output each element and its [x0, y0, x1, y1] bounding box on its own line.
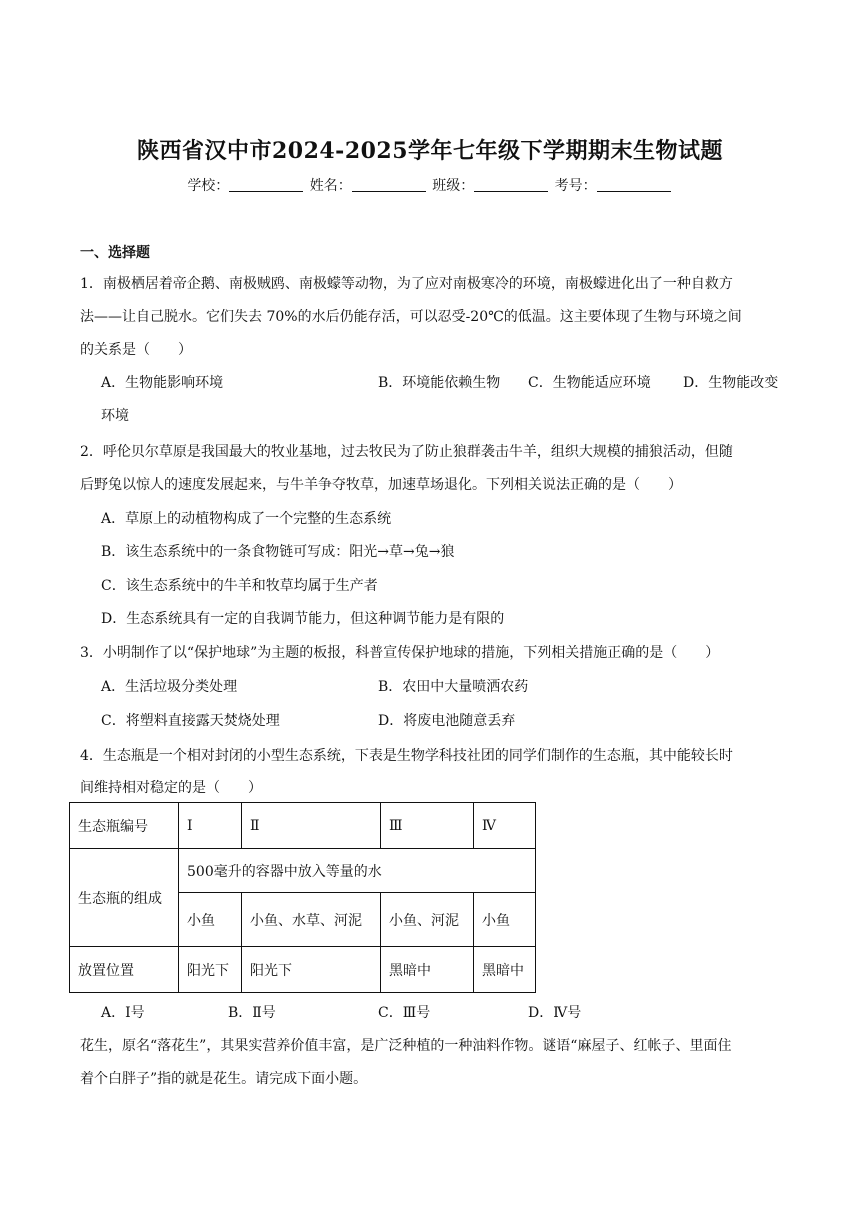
table-cell-composition-4: 小鱼 [474, 893, 536, 947]
passage-line-1: 花生，原名“落花生”，其果实营养价值丰富，是广泛种植的一种油料作物。谜语“麻屋子、红帐子、里面住 [80, 1038, 732, 1054]
table-cell-composition-common: 500毫升的容器中放入等量的水 [179, 849, 536, 893]
table-cell-label: 生态瓶编号 [70, 803, 179, 849]
table-cell-composition-label: 生态瓶的组成 [70, 849, 179, 947]
question-1-option-b: B．环境能依赖生物 [378, 375, 501, 391]
class-blank[interactable] [474, 177, 548, 192]
question-2-option-b: B．该生态系统中的一条食物链可写成：阳光→草→兔→狼 [101, 544, 455, 560]
question-3-option-b: B．农田中大量喷洒农药 [378, 679, 529, 695]
table-cell-position-3: 黑暗中 [381, 947, 474, 993]
question-4-option-c: C．Ⅲ号 [378, 1005, 431, 1021]
table-composition-row [70, 849, 536, 893]
table-position-row [70, 947, 536, 993]
table-cell-composition-2: 小鱼、水草、河泥 [242, 893, 381, 947]
question-1-option-d: D．生物能改变 [683, 375, 779, 391]
question-4-option-a: A．Ⅰ号 [101, 1005, 145, 1021]
question-4-line-2: 间维持相对稳定的是（ ） [80, 780, 262, 796]
question-3-option-a: A．生活垃圾分类处理 [101, 679, 238, 695]
eco-bottle-table [69, 802, 536, 993]
table-cell-bottle-1: Ⅰ [179, 803, 242, 849]
question-2-line-1: 2．呼伦贝尔草原是我国最大的牧业基地，过去牧民为了防止狼群袭击牛羊，组织大规模的捕狼活动，但随 [80, 444, 733, 460]
table-cell-position-1: 阳光下 [179, 947, 242, 993]
table-cell-composition-1: 小鱼 [179, 893, 242, 947]
table-cell-position-label: 放置位置 [70, 947, 179, 993]
question-3-option-d: D．将废电池随意丢弃 [378, 713, 516, 729]
question-3-option-c: C．将塑料直接露天焚烧处理 [101, 713, 280, 729]
class-label: 班级： [432, 178, 475, 194]
school-label: 学校： [187, 178, 230, 194]
table-cell-composition-3: 小鱼、河泥 [381, 893, 474, 947]
table-cell-bottle-3: Ⅲ [381, 803, 474, 849]
question-4-option-b: B．Ⅱ号 [228, 1005, 276, 1021]
table-cell-position-2: 阳光下 [242, 947, 381, 993]
table-header-row [70, 803, 536, 849]
question-1-option-c: C．生物能适应环境 [528, 375, 651, 391]
section-heading: 一、选择题 [80, 245, 150, 261]
question-2-option-a: A．草原上的动植物构成了一个完整的生态系统 [101, 511, 392, 527]
exam-no-label: 考号： [554, 178, 597, 194]
question-1-line-3: 的关系是（ ） [80, 342, 192, 358]
question-2-line-2: 后野兔以惊人的速度发展起来，与牛羊争夺牧草，加速草场退化。下列相关说法正确的是（ ） [80, 477, 682, 493]
question-4-line-1: 4．生态瓶是一个相对封闭的小型生态系统，下表是生物学科技社团的同学们制作的生态瓶，其中能较长时 [80, 748, 733, 764]
student-info-line [0, 175, 860, 195]
name-label: 姓名： [309, 178, 352, 194]
question-4-option-d: D．Ⅳ号 [528, 1005, 582, 1021]
question-1-line-2: 法——让自己脱水。它们失去 70%的水后仍能存活，可以忍受-20℃的低温。这主要体现了生物与环境之间 [80, 309, 742, 325]
exam-title: 陕西省汉中市2024-2025学年七年级下学期期末生物试题 [136, 138, 724, 164]
table-cell-bottle-2: Ⅱ [242, 803, 381, 849]
question-1-line-1: 1．南极栖居着帝企鹅、南极贼鸥、南极蠓等动物，为了应对南极寒冷的环境，南极蠓进化出了一种自救方 [80, 276, 733, 292]
question-2-option-c: C．该生态系统中的牛羊和牧草均属于生产者 [101, 578, 378, 594]
table-cell-bottle-4: Ⅳ [474, 803, 536, 849]
exam-no-blank[interactable] [597, 177, 671, 192]
passage-line-2: 着个白胖子”指的就是花生。请完成下面小题。 [80, 1071, 368, 1087]
question-1-option-d-continued: 环境 [101, 408, 129, 424]
question-1-option-a: A．生物能影响环境 [101, 375, 224, 391]
school-blank[interactable] [229, 177, 303, 192]
name-blank[interactable] [352, 177, 426, 192]
table-cell-position-4: 黑暗中 [474, 947, 536, 993]
question-3-line: 3．小明制作了以“保护地球”为主题的板报，科普宣传保护地球的措施，下列相关措施正确的是（ ） [80, 645, 720, 661]
question-2-option-d: D．生态系统具有一定的自我调节能力，但这种调节能力是有限的 [101, 611, 505, 627]
